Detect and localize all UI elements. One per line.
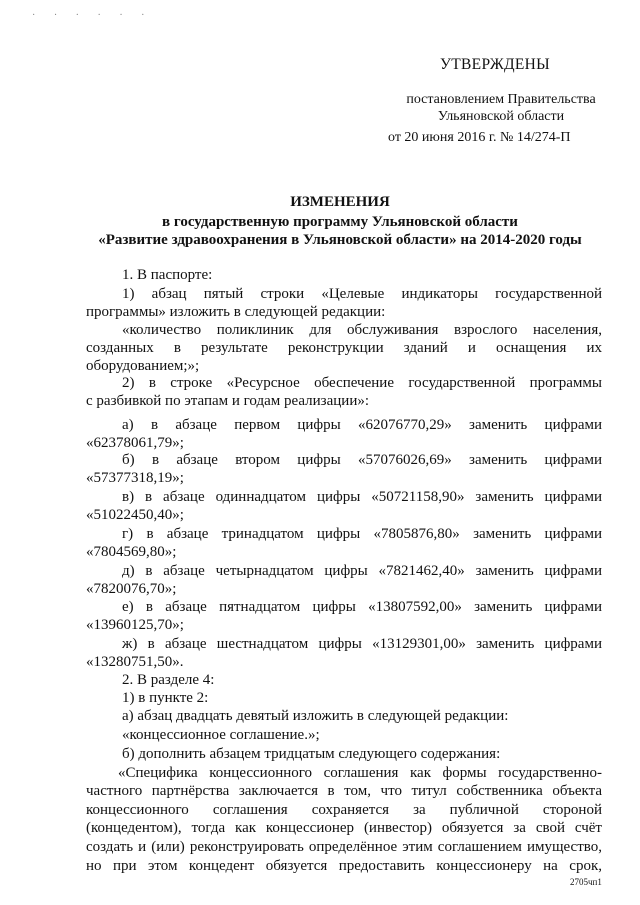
body-line: частного партнёрства заключается в том, что титул собственника объекта xyxy=(86,783,602,799)
body-line: концессионного соглашения сохраняется за публичной стороной xyxy=(86,802,602,818)
body-line: б) дополнить абзацем тридцатым следующего содержания: xyxy=(122,746,501,762)
body-line: «57377318,19»; xyxy=(86,470,184,486)
body-line: оборудованием;»; xyxy=(86,358,200,374)
document-title: ИЗМЕНЕНИЯ xyxy=(290,194,390,210)
body-line: 2. В разделе 4: xyxy=(122,672,215,688)
body-line: «13280751,50». xyxy=(86,654,184,670)
decree-line-2: Ульяновской области xyxy=(437,109,565,124)
body-line: «Специфика концессионного соглашения как формы государственно- xyxy=(118,765,602,781)
body-line: с разбивкой по этапам и годам реализации»: xyxy=(86,393,370,409)
document-subtitle-1: в государственную программу Ульяновской области xyxy=(162,214,518,230)
body-line: г) в абзаце тринадцатом цифры «7805876,80» заменить цифрами xyxy=(122,526,602,542)
document-subtitle-2: «Развитие здравоохранения в Ульяновской области» на 2014-2020 годы xyxy=(98,232,582,248)
body-line: «количество поликлиник для обслуживания взрослого населения, xyxy=(122,322,602,338)
decree-date-number: от 20 июня 2016 г. № 14/274-П xyxy=(388,130,571,145)
body-line: «концессионное соглашение.»; xyxy=(122,727,320,743)
body-line: 2) в строке «Ресурсное обеспечение государственной программы xyxy=(122,375,602,391)
body-line: (концедентом), тогда как концессионер (инвестор) обязуется за свой счёт xyxy=(86,820,602,836)
body-line: «7820076,70»; xyxy=(86,581,177,597)
body-line: д) в абзаце четырнадцатом цифры «7821462,40» заменить цифрами xyxy=(122,563,602,579)
decree-line-1: постановлением Правительства xyxy=(406,92,596,107)
body-line: «51022450,40»; xyxy=(86,507,184,523)
scan-specks: · · · · · · xyxy=(32,10,153,21)
body-line: в) в абзаце одиннадцатом цифры «50721158,90» заменить цифрами xyxy=(122,489,602,505)
body-line: «62378061,79»; xyxy=(86,435,184,451)
body-line: а) в абзаце первом цифры «62076770,29» заменить цифрами xyxy=(122,417,602,433)
body-line: 1) абзац пятый строки «Целевые индикаторы государственной xyxy=(122,286,602,302)
decree-reference xyxy=(396,91,606,125)
body-line: создать и (или) реконструировать определённое этим соглашением имущество, xyxy=(86,839,602,855)
body-line: «7804569,80»; xyxy=(86,544,177,560)
body-line: е) в абзаце пятнадцатом цифры «13807592,00» заменить цифрами xyxy=(122,599,602,615)
body-line: 1. В паспорте: xyxy=(122,267,213,283)
document-code: 2705чп1 xyxy=(570,877,602,887)
body-line: «13960125,70»; xyxy=(86,617,184,633)
body-line: программы» изложить в следующей редакции: xyxy=(86,304,386,320)
body-line: созданных в результате реконструкции зданий и оснащения их xyxy=(86,340,602,356)
body-line: ж) в абзаце шестнадцатом цифры «13129301,00» заменить цифрами xyxy=(122,636,602,652)
body-line: но при этом концедент обязуется предоставить концессионеру на срок, xyxy=(86,858,602,874)
body-line: б) в абзаце втором цифры «57076026,69» заменить цифрами xyxy=(122,452,602,468)
approved-heading: УТВЕРЖДЕНЫ xyxy=(440,56,550,73)
body-line: 1) в пункте 2: xyxy=(122,690,209,706)
body-line: а) абзац двадцать девятый изложить в следующей редакции: xyxy=(122,708,509,724)
